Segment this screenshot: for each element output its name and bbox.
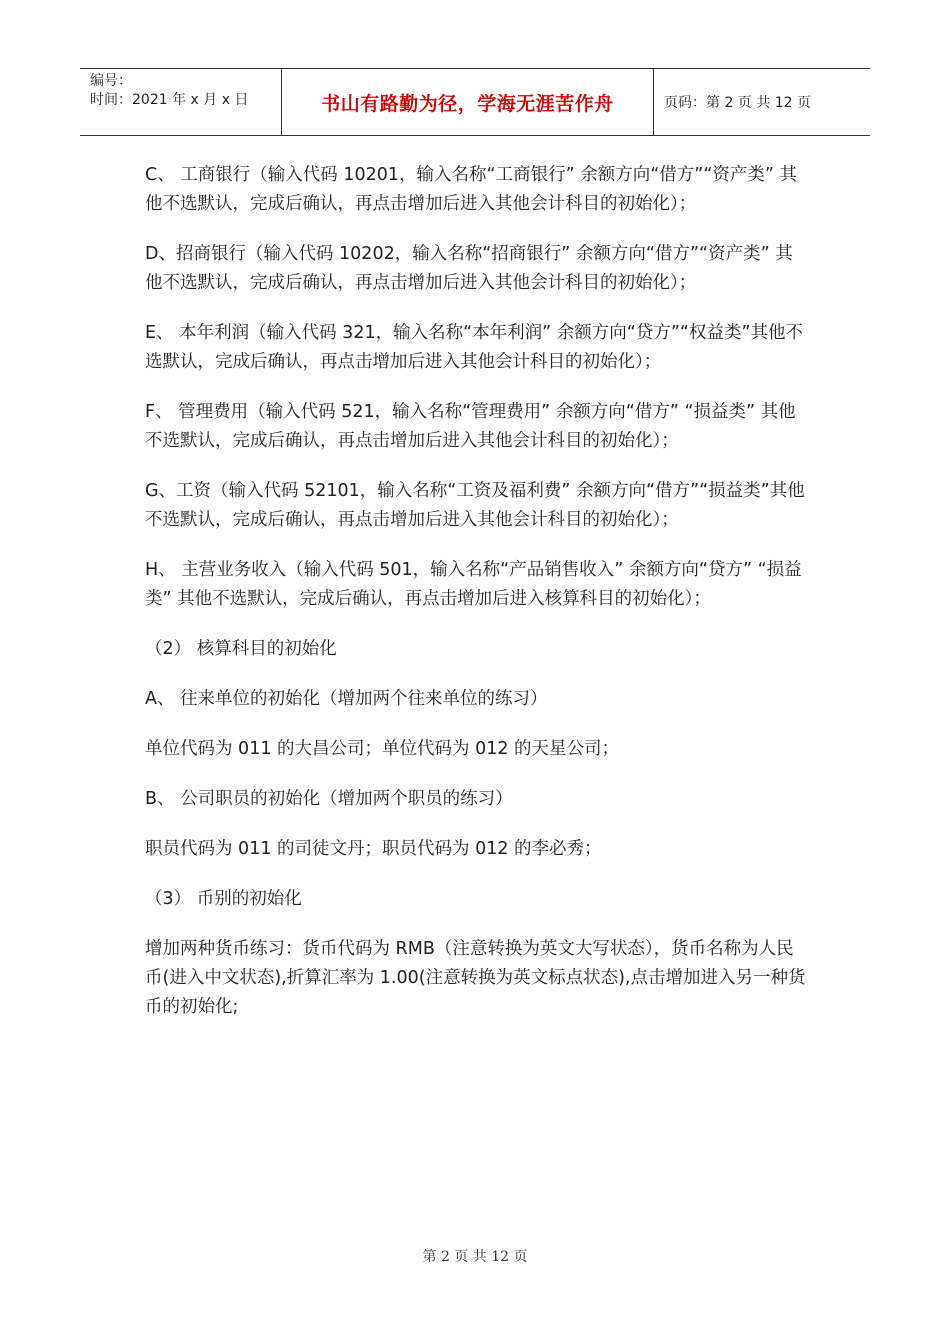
paragraph-staff-codes: 职员代码为 011 的司徒文丹；职员代码为 012 的李必秀；	[145, 839, 602, 859]
footer-page-number: 第 2 页 共 12 页	[422, 1249, 528, 1265]
paragraph-unit-codes: 单位代码为 011 的大昌公司；单位代码为 012 的天星公司；	[145, 739, 620, 759]
paragraph-admin-expense: F、 管理费用（输入代码 521，输入名称“管理费用” 余额方向“借方” “损益类” 其他不选默认，完成后确认，再点击增加后进入其他会计科目的初始化）；	[145, 402, 796, 451]
paragraph-partner-units: A、 往来单位的初始化（增加两个往来单位的练习）	[145, 689, 548, 709]
header-meta	[80, 69, 282, 135]
paragraph-main-revenue: H、 主营业务收入（输入代码 501，输入名称“产品销售收入” 余额方向“贷方” “损益类” 其他不选默认，完成后确认，再点击增加后进入核算科目的初始化）；	[145, 560, 802, 609]
document-body	[145, 161, 810, 1043]
document-date: 时间：2021 年 x 月 x 日	[90, 92, 249, 108]
paragraph-cmb: D、招商银行（输入代码 10202，输入名称“招商银行” 余额方向“借方”“资产类” 其他不选默认，完成后确认，再点击增加后进入其他会计科目的初始化）；	[145, 244, 793, 293]
page-count: 页码：第 2 页 共 12 页	[664, 95, 811, 111]
header-page-info	[654, 69, 870, 135]
paragraph-currency-practice: 增加两种货币练习：货币代码为 RMB（注意转换为英文大写状态），货币名称为人民币(进入中文状态),折算汇率为 1.00(注意转换为英文标点状态),点击增加进入另一种货币的初始化;	[145, 939, 806, 1017]
header-motto: 书山有路勤为径，学海无涯苦作舟	[321, 92, 614, 115]
section-heading-accounting-items: （2） 核算科目的初始化	[145, 639, 337, 659]
section-heading-currency: （3） 币别的初始化	[145, 889, 302, 909]
page-footer	[0, 1246, 950, 1266]
page-header	[80, 68, 870, 136]
paragraph-icbc: C、 工商银行（输入代码 10201，输入名称“工商银行” 余额方向“借方”“资产类” 其他不选默认，完成后确认，再点击增加后进入其他会计科目的初始化）；	[145, 165, 798, 214]
paragraph-current-profit: E、 本年利润（输入代码 321，输入名称“本年利润” 余额方向“贷方”“权益类”其他不选默认，完成后确认，再点击增加后进入其他会计科目的初始化）；	[145, 323, 804, 372]
paragraph-wages: G、工资（输入代码 52101，输入名称“工资及福利费” 余额方向“借方”“损益类”其他不选默认，完成后确认，再点击增加后进入其他会计科目的初始化）；	[145, 481, 805, 530]
paragraph-staff: B、 公司职员的初始化（增加两个职员的练习）	[145, 789, 513, 809]
header-motto-cell	[282, 69, 654, 135]
document-number-label: 编号：	[90, 73, 132, 89]
